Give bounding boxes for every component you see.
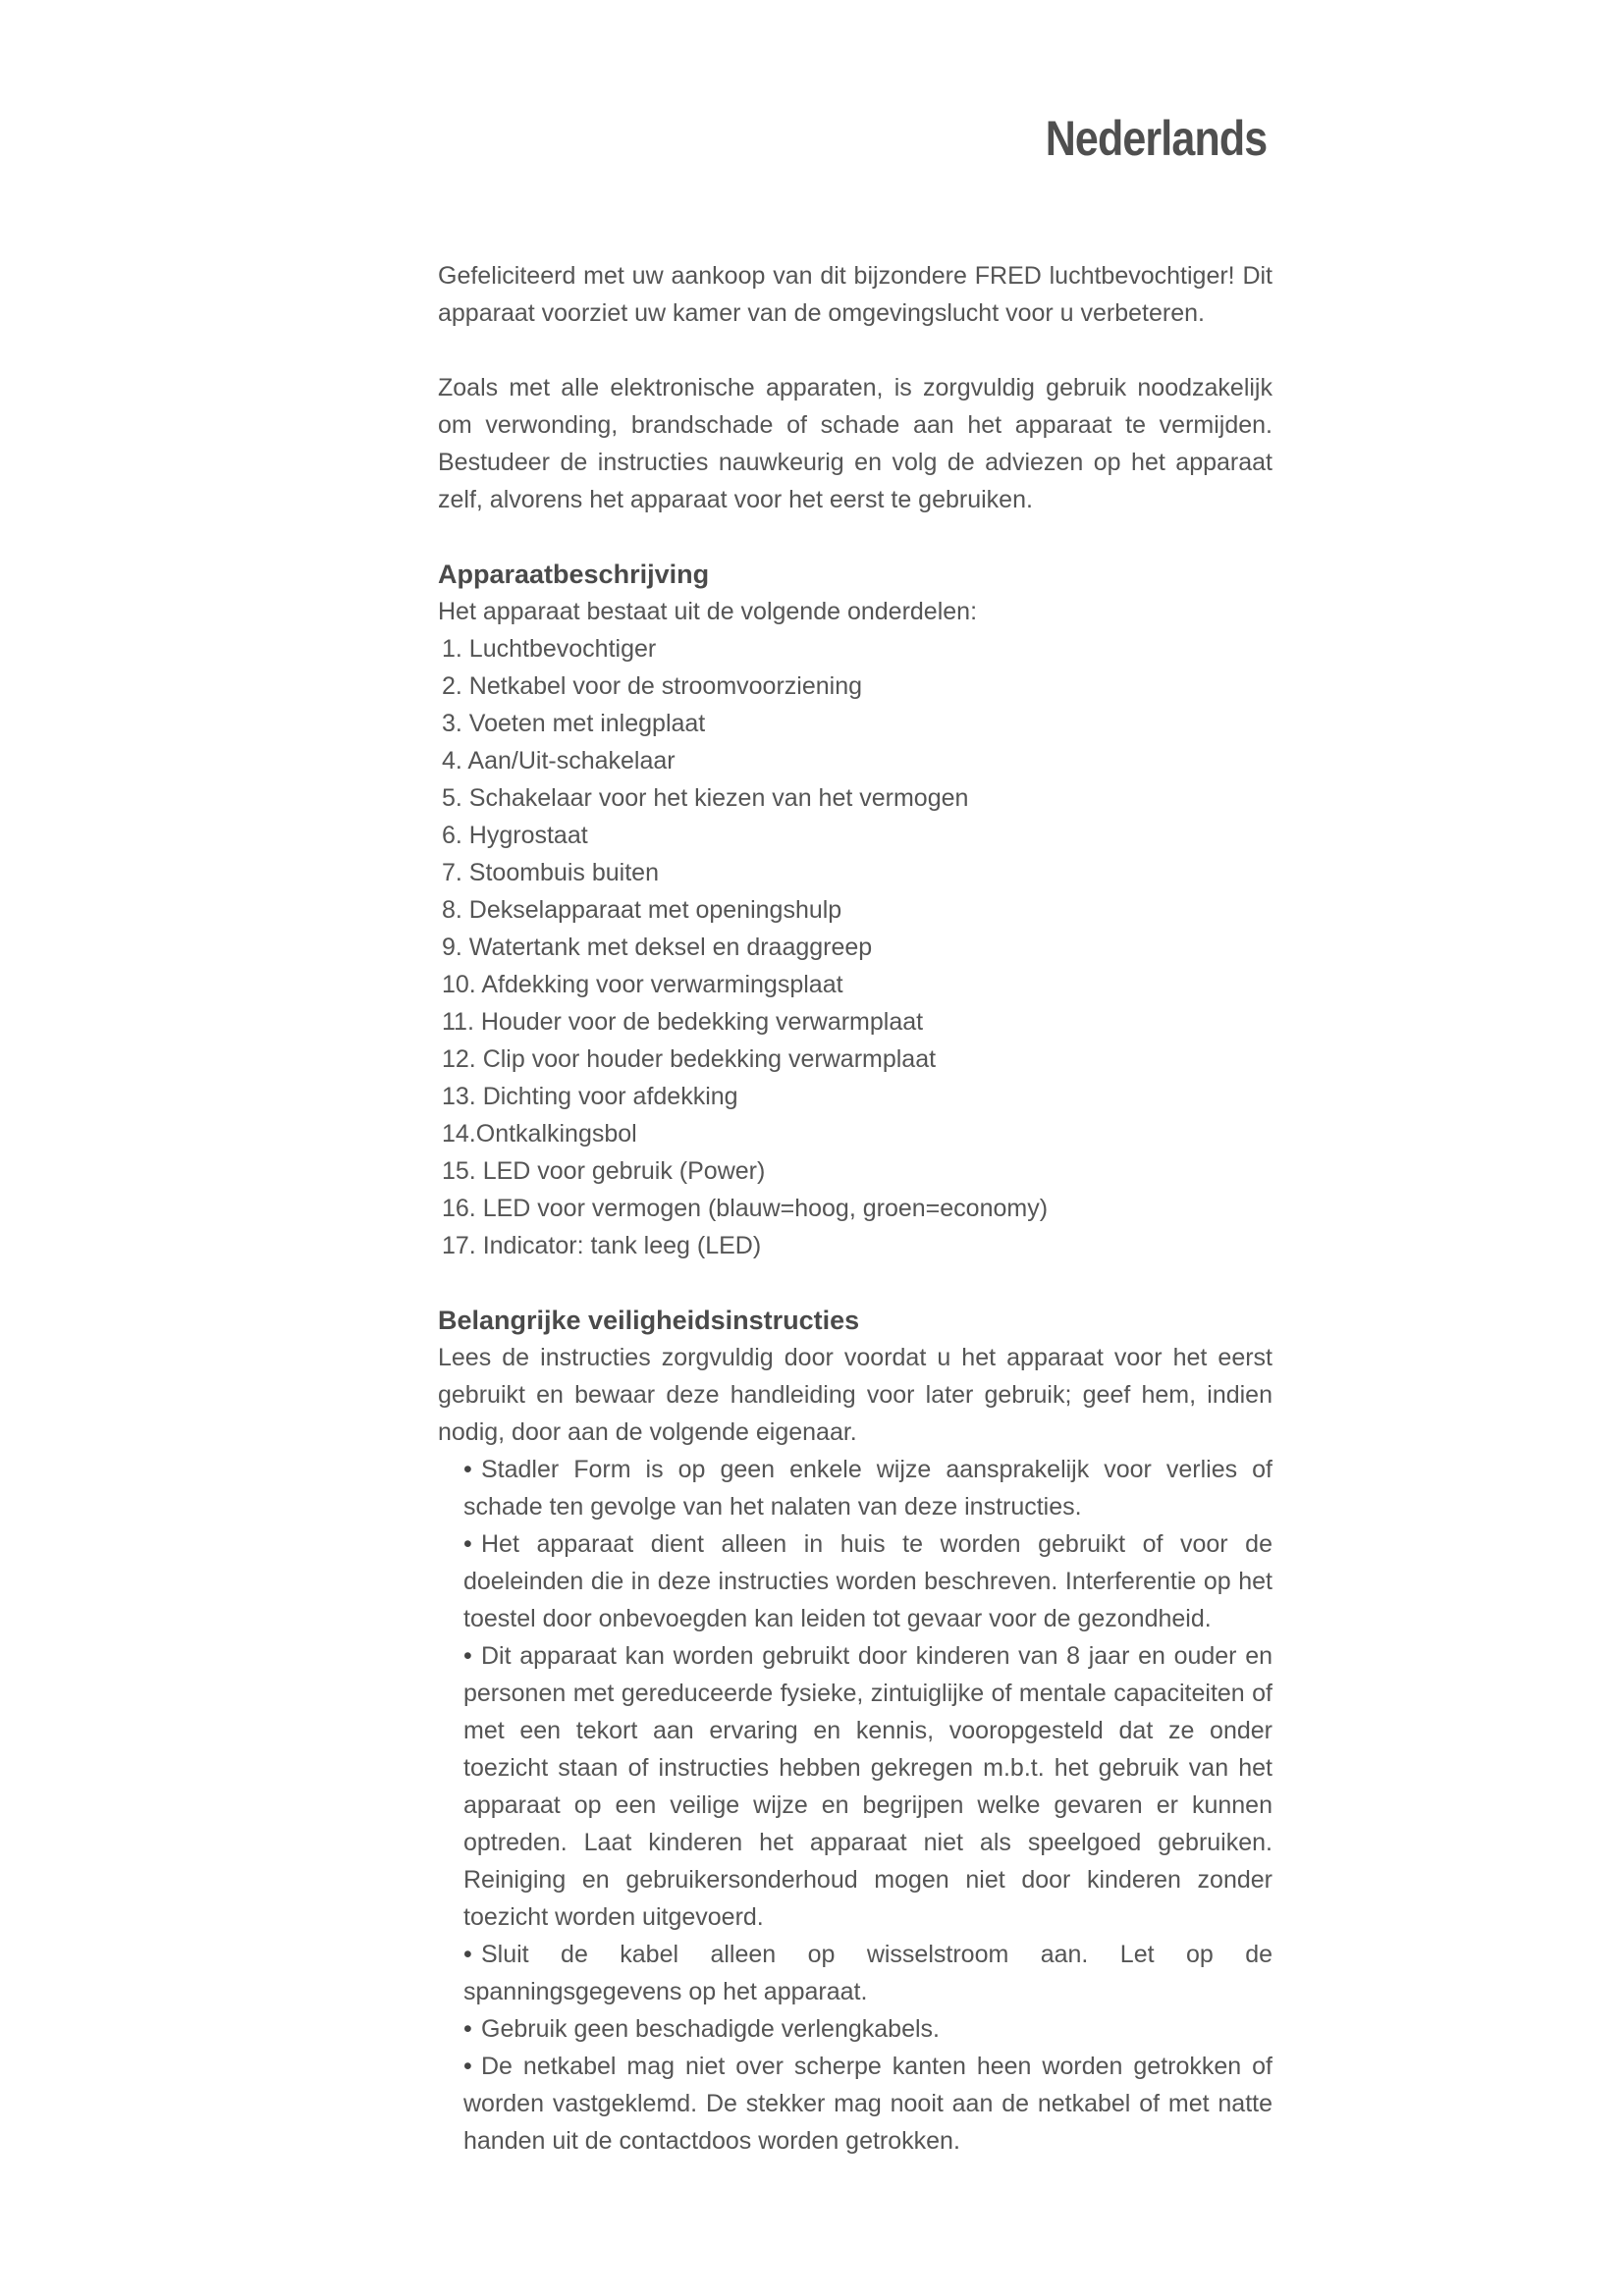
bullet-item [463, 1936, 1272, 2010]
parts-list [438, 630, 1272, 1264]
bullet-item [463, 1525, 1272, 1637]
list-item: 17. Indicator: tank leeg (LED) [442, 1232, 762, 1259]
list-item: 10. Afdekking voor verwarmingsplaat [442, 971, 843, 998]
bullet-icon: • [463, 1530, 472, 1558]
safety-heading: Belangrijke veiligheidsinstructies [438, 1306, 860, 1335]
bullet-icon: • [463, 1642, 472, 1670]
list-item: 3. Voeten met inlegplaat [442, 710, 706, 737]
bullet-text: De netkabel mag niet over scherpe kanten heen worden getrokken of worden vastgeklemd. De stekker mag nooit aan de netkabel of met natte handen uit de contactdoos worden getrokken. [463, 2053, 1272, 2155]
list-item: 14.Ontkalkingsbol [442, 1120, 637, 1148]
list-item: 11. Houder voor de bedekking verwarmplaat [442, 1008, 924, 1036]
bullet-text: Het apparaat dient alleen in huis te worden gebruikt of voor de doeleinden die in deze instructies worden beschreven. Interferentie op het toestel door onbevoegden kan leiden tot gevaar voor de gezondheid. [463, 1530, 1272, 1632]
list-item: 2. Netkabel voor de stroomvoorziening [442, 672, 863, 700]
bullet-text: Dit apparaat kan worden gebruikt door kinderen van 8 jaar en ouder en personen met gereduceerde fysieke, zintuiglijke of mentale capaciteiten of met een tekort aan ervaring en kennis, vooropgesteld dat ze onder toezicht staan of instructies hebben gekregen m.b.t. het gebruik van het apparaat op een veilige wijze en begrijpen welke gevaren er kunnen optreden. Laat kinderen het apparaat niet als speelgoed gebruiken. Reiniging en gebruikersonderhoud mogen niet door kinderen zonder toezicht worden uitgevoerd. [463, 1642, 1272, 1931]
spacer [438, 518, 1272, 556]
list-item: 4. Aan/Uit-schakelaar [442, 747, 676, 774]
description-intro: Het apparaat bestaat uit de volgende onderdelen: [438, 598, 978, 625]
list-item: 12. Clip voor houder bedekking verwarmplaat [442, 1045, 937, 1073]
list-item: 13. Dichting voor afdekking [442, 1083, 738, 1110]
intro-paragraph-2: Zoals met alle elektronische apparaten, is zorgvuldig gebruik noodzakelijk om verwonding, brandschade of schade aan het apparaat te vermijden. Bestudeer de instructies nauwkeurig en volg de adviezen op het apparaat zelf, alvorens het apparaat voor het eerst te gebruiken. [438, 374, 1272, 513]
safety-intro: Lees de instructies zorgvuldig door voordat u het apparaat voor het eerst gebruikt en bewaar deze handleiding voor later gebruik; geef hem, indien nodig, door aan de volgende eigenaar. [438, 1344, 1272, 1446]
list-item: 7. Stoombuis buiten [442, 859, 659, 886]
list-item: 5. Schakelaar voor het kiezen van het vermogen [442, 784, 969, 812]
bullet-icon: • [463, 2053, 472, 2080]
bullet-icon: • [463, 1941, 472, 1968]
bullet-item [463, 1637, 1272, 1936]
list-item: 1. Luchtbevochtiger [442, 635, 657, 663]
list-item: 6. Hygrostaat [442, 822, 588, 849]
list-item: 8. Dekselapparaat met openingshulp [442, 896, 842, 924]
bullet-item [463, 1451, 1272, 1525]
spacer [438, 332, 1272, 369]
bullet-item [463, 2048, 1272, 2160]
description-heading: Apparaatbeschrijving [438, 560, 710, 589]
intro-paragraph-1: Gefeliciteerd met uw aankoop van dit bijzondere FRED luchtbevochtiger! Dit apparaat voorziet uw kamer van de omgevingslucht voor u verbeteren. [438, 262, 1272, 327]
list-item: 15. LED voor gebruik (Power) [442, 1157, 766, 1185]
page-content [438, 257, 1272, 2160]
safety-bullets [438, 1451, 1272, 2160]
list-item: 16. LED voor vermogen (blauw=hoog, groen=economy) [442, 1195, 1049, 1222]
bullet-text: Sluit de kabel alleen op wisselstroom aan. Let op de spanningsgegevens op het apparaat. [463, 1941, 1272, 2005]
spacer [438, 1264, 1272, 1302]
bullet-text: Stadler Form is op geen enkele wijze aansprakelijk voor verlies of schade ten gevolge van het nalaten van deze instructies. [463, 1456, 1272, 1521]
list-item: 9. Watertank met deksel en draaggreep [442, 934, 873, 961]
bullet-item [463, 2010, 1272, 2048]
bullet-text: Gebruik geen beschadigde verlengkabels. [481, 2015, 940, 2043]
language-title: Nederlands [1045, 111, 1267, 166]
bullet-icon: • [463, 2015, 472, 2043]
bullet-icon: • [463, 1456, 472, 1483]
